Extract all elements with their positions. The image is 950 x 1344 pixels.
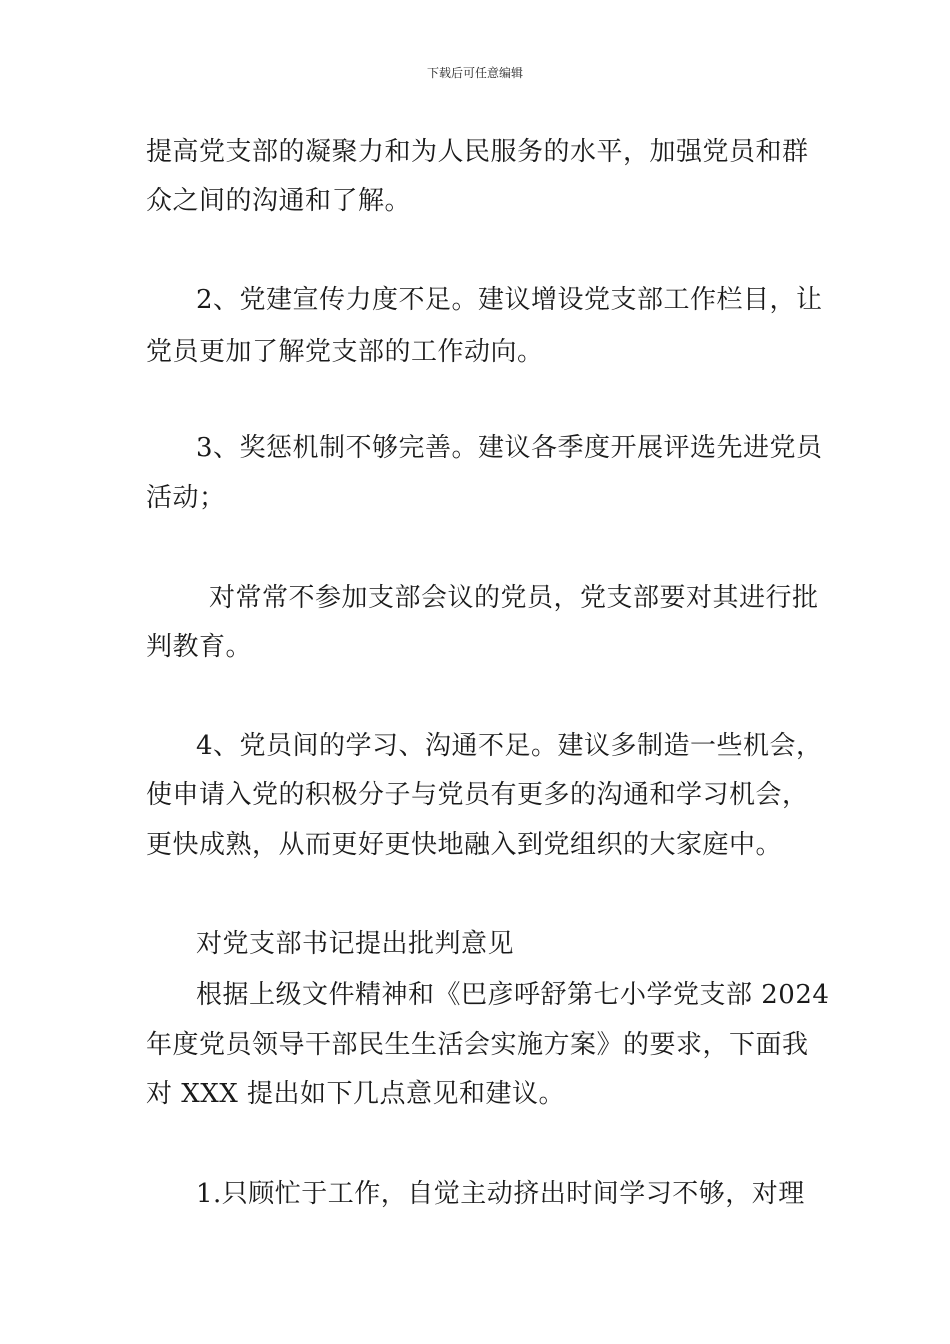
page-header: 下载后可任意编辑 xyxy=(426,66,523,80)
section-heading: 对党支部书记提出批判意见 xyxy=(196,929,515,959)
body-line: 1.只顾忙于工作，自觉主动挤出时间学习不够，对理 xyxy=(196,1179,805,1209)
body-line: 年度党员领导干部民生生活会实施方案》的要求，下面我 xyxy=(146,1030,809,1060)
body-line: 使申请入党的积极分子与党员有更多的沟通和学习机会， xyxy=(146,780,809,810)
body-line: 提高党支部的凝聚力和为人民服务的水平，加强党员和群 xyxy=(146,137,809,167)
body-line: 众之间的沟通和了解。 xyxy=(146,186,412,216)
body-line: 4、党员间的学习、沟通不足。建议多制造一些机会， xyxy=(196,731,823,761)
body-line: 判教育。 xyxy=(146,632,253,662)
body-line: 根据上级文件精神和《巴彦呼舒第七小学党支部 2024 xyxy=(196,980,830,1010)
body-line: 对常常不参加支部会议的党员，党支部要对其进行批 xyxy=(209,583,819,613)
body-line: 对 XXX 提出如下几点意见和建议。 xyxy=(146,1079,566,1109)
body-line: 3、奖惩机制不够完善。建议各季度开展评选先进党员 xyxy=(196,433,823,463)
body-line: 党员更加了解党支部的工作动向。 xyxy=(146,337,544,367)
body-line: 活动； xyxy=(146,483,226,513)
body-line: 2、党建宣传力度不足。建议增设党支部工作栏目，让 xyxy=(196,285,823,315)
body-line: 更快成熟，从而更好更快地融入到党组织的大家庭中。 xyxy=(146,830,783,860)
